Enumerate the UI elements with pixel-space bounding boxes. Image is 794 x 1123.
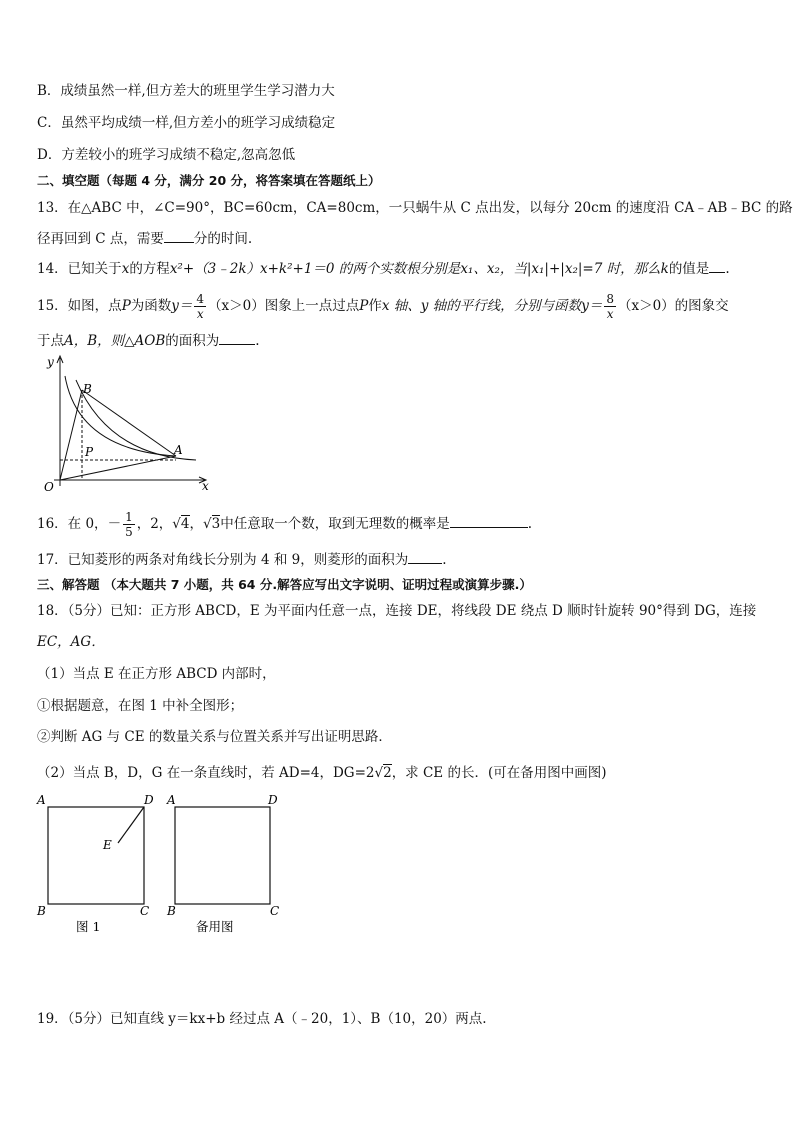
q16-neg: － xyxy=(107,516,122,532)
q18-part2-radicand: 2 xyxy=(383,765,392,781)
q16-answer-blank xyxy=(450,515,528,528)
segment-de xyxy=(118,807,144,843)
fig1-label-e: E xyxy=(103,838,112,852)
option-c: C．虽然平均成绩一样,但方差小的班学习成绩稳定 xyxy=(37,115,336,131)
q16-line xyxy=(37,504,532,544)
q17-b: . xyxy=(442,552,447,568)
q18-part2-sqrt: √2 xyxy=(374,765,392,781)
q18-part1: （1）当点 E 在正方形 ABCD 内部时， xyxy=(37,666,276,682)
q18-part1b: ②判断 AG 与 CE 的数量关系与位置关系并写出证明思路． xyxy=(37,729,392,745)
option-d: D．方差较小的班学习成绩不稳定,忽高忽低 xyxy=(37,147,296,163)
q15-line2 xyxy=(37,332,260,350)
q16-sqrt3-radicand: 3 xyxy=(211,516,221,532)
q16-c: ， xyxy=(189,516,203,532)
q15-line2a: 于点 xyxy=(37,333,64,349)
q14-line xyxy=(37,260,730,278)
fig1-label-d: D xyxy=(144,793,154,807)
q15-f: （x＞0）的图象交 xyxy=(617,298,729,314)
q15-c: （x＞0）图象上一点过点 xyxy=(208,298,360,314)
q17-a: 17．已知菱形的两条对角线长分别为 4 和 9，则菱形的面积为 xyxy=(37,552,409,568)
fig2-label-a: A xyxy=(167,793,176,807)
q16-d: 中任意取一个数，取到无理数的概率是 xyxy=(220,516,450,532)
q14-c: x²+（3﹣2k）x+k²+1＝0 的两个实数根分别是 xyxy=(169,261,461,277)
q15-p: P xyxy=(121,298,131,314)
figure-15-hyperbola-graph xyxy=(38,352,218,494)
q16-sqrt3: √3 xyxy=(203,516,221,532)
q15-frac2-num: 8 xyxy=(606,292,614,306)
q15-points: A，B，则△AOB xyxy=(64,333,166,349)
fig1-label-a: A xyxy=(37,793,46,807)
fig1-label-b: B xyxy=(37,904,46,918)
q15-line2b: 的面积为 xyxy=(165,333,220,349)
q14-d: x₁、x₂，当|x₁|+|x₂|=7 时，那么 xyxy=(460,261,661,277)
q15-answer-blank xyxy=(219,332,255,345)
figure-18-squares xyxy=(32,790,292,940)
option-b: B．成绩虽然一样,但方差大的班里学生学习潜力大 xyxy=(37,83,335,99)
q18-line2: EC，AG． xyxy=(37,634,105,650)
q15-e: x 轴、y 轴的平行线，分别与函数 xyxy=(381,298,582,314)
q15-line2c: . xyxy=(255,333,260,349)
q15-b: 为函数 xyxy=(130,298,172,314)
square-figure-1 xyxy=(48,807,144,904)
square-backup-figure xyxy=(175,807,270,904)
q16-a: 16．在 0， xyxy=(37,516,108,532)
segment-ob xyxy=(60,390,82,480)
q14-f: . xyxy=(725,261,730,277)
q14-x: x xyxy=(121,261,130,277)
fig15-label-x: x xyxy=(202,479,209,493)
q14-e: 的值是 xyxy=(668,261,710,277)
segment-ba xyxy=(82,390,176,456)
q13-answer-blank xyxy=(164,230,194,243)
fig15-label-o: O xyxy=(44,480,54,494)
fig1-caption: 图 1 xyxy=(76,919,101,934)
q18-part2a: （2）当点 B，D，G 在一条直线时，若 AD=4，DG= xyxy=(37,765,366,781)
q16-sqrt4: √4 xyxy=(172,516,190,532)
q18-part2-coef: 2 xyxy=(365,765,375,781)
q15-y2: y＝ xyxy=(581,298,603,314)
q18-part2b: ，求 CE 的长．(可在备用图中画图) xyxy=(391,765,607,781)
q15-fraction-4-over-x xyxy=(194,292,206,321)
q15-frac1-num: 4 xyxy=(196,292,205,306)
q16-frac-den: 5 xyxy=(125,525,133,539)
fig15-label-b: B xyxy=(83,382,92,396)
fig2-caption: 备用图 xyxy=(196,919,234,934)
q15-d: 作 xyxy=(368,298,382,314)
q16-sqrt4-radicand: 4 xyxy=(180,516,190,532)
q13-line1: 13．在△ABC 中，∠C=90°，BC=60cm，CA=80cm，一只蜗牛从 C 点出发，以每分 20cm 的速度沿 CA﹣AB﹣BC 的路 xyxy=(37,200,793,216)
q17-line xyxy=(37,551,447,569)
fig2-label-d: D xyxy=(268,793,278,807)
q14-k: k xyxy=(660,261,669,277)
q18-part1a: ①根据题意，在图 1 中补全图形； xyxy=(37,698,244,714)
q13-text-b: 分的时间. xyxy=(193,231,253,247)
q15-y1: y＝ xyxy=(171,298,193,314)
q19-line: 19．（5分）已知直线 y＝kx+b 经过点 A（﹣20，1）、B（10，20）两点. xyxy=(37,1011,487,1027)
q15-frac2-den: x xyxy=(606,307,614,321)
q16-e: . xyxy=(527,516,532,532)
fig1-label-c: C xyxy=(140,904,150,918)
q18-part2 xyxy=(37,761,607,785)
q16-fraction-1-over-5 xyxy=(123,510,135,539)
q16-b: ，2， xyxy=(136,516,173,532)
q18-line1: 18．（5分）已知：正方形 ABCD，E 为平面内任意一点，连接 DE，将线段 DE 绕点 D 顺时针旋转 90°得到 DG，连接 xyxy=(37,603,757,619)
fig2-label-b: B xyxy=(167,904,176,918)
q14-answer-blank xyxy=(709,260,725,273)
section-2-title: 二、填空题（每题 4 分，满分 20 分，将答案填在答题纸上） xyxy=(37,173,381,188)
q15-p2: P xyxy=(359,298,369,314)
q16-frac-num: 1 xyxy=(125,510,133,524)
q17-answer-blank xyxy=(408,551,442,564)
q14-a: 14．已知关于 xyxy=(37,261,122,277)
q13-text-a: 径再回到 C 点，需要 xyxy=(37,231,164,247)
section-3-title: 三、解答题 （本大题共 7 小题，共 64 分.解答应写出文字说明、证明过程或演算步骤.） xyxy=(37,577,532,592)
q15-line1 xyxy=(37,289,729,323)
q15-a: 15．如图，点 xyxy=(37,298,122,314)
q15-fraction-8-over-x xyxy=(604,292,616,321)
fig2-label-c: C xyxy=(270,904,280,918)
q15-frac1-den: x xyxy=(196,307,204,321)
q14-b: 的方程 xyxy=(129,261,170,277)
fig15-label-a: A xyxy=(174,443,183,457)
fig15-label-p: P xyxy=(85,445,94,459)
q13-line2 xyxy=(37,230,252,248)
fig15-label-y: y xyxy=(47,355,54,369)
